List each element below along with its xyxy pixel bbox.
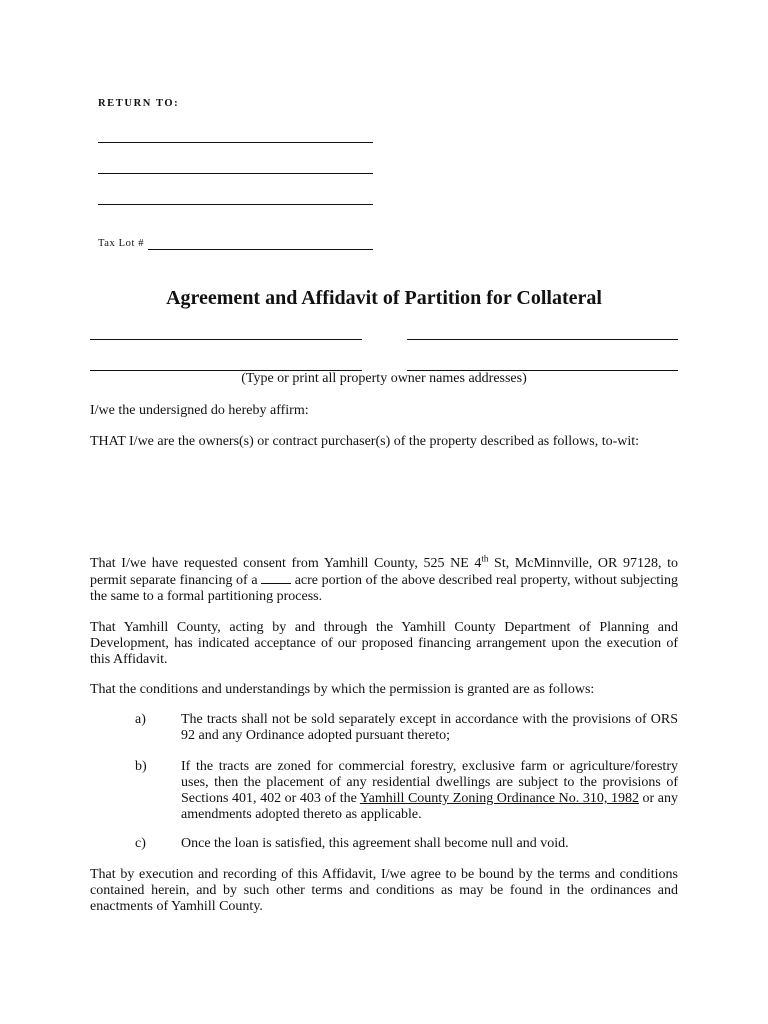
- return-to-label: RETURN TO:: [98, 98, 180, 109]
- condition-c-letter: c): [135, 836, 146, 851]
- acre-blank[interactable]: [261, 572, 291, 584]
- owners-statement: THAT I/we are the owners(s) or contract purchaser(s) of the property described as follows, to-wit:: [90, 434, 640, 449]
- owner-line-right-1[interactable]: [407, 339, 678, 340]
- consent-paragraph: That I/we have requested consent from Yamhill County, 525 NE 4th St, McMinnville, OR 97128, to permit separate financing of a acre portion of the above described real property, without subjecting the same to a formal partitioning process.: [90, 553, 678, 604]
- condition-b-text: If the tracts are zoned for commercial forestry, exclusive farm or agriculture/forestry uses, then the placement of any residential dwellings are subject to the provisions of Sections 401, 402 or 403 of the Yamhill County Zoning Ordinance No. 310, 1982 or any amendments adopted thereto as applicable.: [181, 759, 678, 822]
- owner-caption: (Type or print all property owner names addresses): [241, 371, 527, 386]
- tax-lot-line[interactable]: [148, 249, 373, 250]
- conditions-intro: That the conditions and understandings by which the permission is granted are as follows:: [90, 682, 595, 697]
- closing-paragraph: That by execution and recording of this Affidavit, I/we agree to be bound by the terms and conditions contained herein, and by such other terms and conditions as may be found in the ordinances and enactments of Yamhill County.: [90, 867, 678, 914]
- return-to-line-3[interactable]: [98, 204, 373, 205]
- affirm-statement: I/we the undersigned do hereby affirm:: [90, 403, 309, 418]
- condition-a-text: The tracts shall not be sold separately except in accordance with the provisions of ORS 92 and any Ordinance adopted pursuant thereto;: [181, 712, 678, 743]
- owner-line-left-1[interactable]: [90, 339, 362, 340]
- acceptance-paragraph: That Yamhill County, acting by and through the Yamhill County Department of Planning and Development, has indicated acceptance of our proposed financing arrangement upon the execution of this Affidavit.: [90, 620, 678, 667]
- condition-a-letter: a): [135, 712, 146, 727]
- return-to-line-1[interactable]: [98, 142, 373, 143]
- condition-b-letter: b): [135, 759, 147, 774]
- document-title: Agreement and Affidavit of Partition for Collateral: [166, 287, 602, 309]
- condition-c-text: Once the loan is satisfied, this agreement shall become null and void.: [181, 836, 569, 851]
- zoning-ordinance-reference: Yamhill County Zoning Ordinance No. 310, 1982: [359, 791, 639, 806]
- return-to-line-2[interactable]: [98, 173, 373, 174]
- tax-lot-label: Tax Lot #: [98, 238, 145, 249]
